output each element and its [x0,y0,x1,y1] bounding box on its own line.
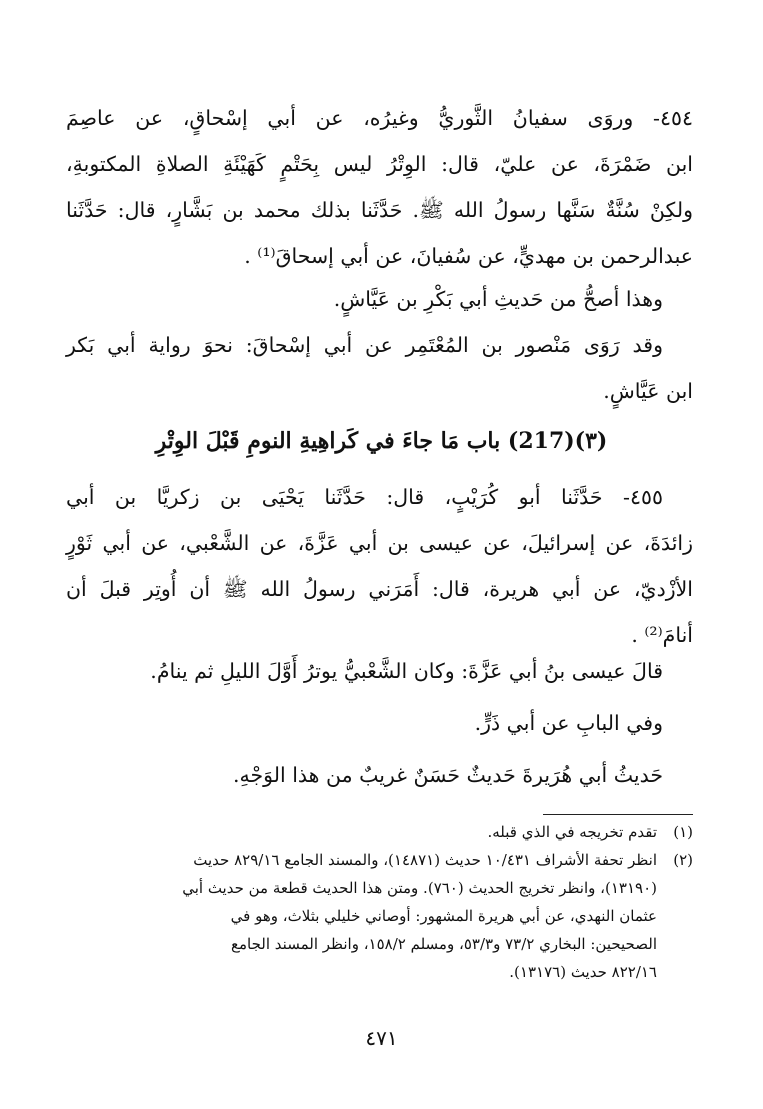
footnote-line: الصحيحين: البخاري ٧٣/٢ و٥٣/٣، ومسلم ١٥٨/٢، وانظر المسند الجامع [231,935,657,953]
paragraph-asahh [66,276,663,322]
text-line: ٤٥٤- وروَى سفيانُ الثَّوريُّ وغيرُه، عن أبي إسْحاقٍ، عن عاصِمَ [66,106,693,130]
paragraph-hadith-455 [66,474,693,658]
paragraph-mansur [66,322,693,414]
footnote-text [182,846,657,986]
chapter-heading: (٣)(217) باب مَا جاءَ في كَراهِيةِ النومِ قَبْلَ الوِتْرِ [155,428,608,454]
paragraph-hadith-454 [66,95,693,279]
text-line: الأزْديّ، عن أبي هريرة، قال: أَمَرَني رسولُ الله ﷺ أن أُوتِر قبلَ أن [66,577,693,601]
text-line: وهذا أصحُّ من حَديثِ أبي بَكْرِ بن عَيَّاشٍ. [333,287,663,311]
footnote-line: انظر تحفة الأشراف ١٠/٤٣١ حديث (١٤٨٧١)، والمسند الجامع ٨٢٩/١٦ حديث [193,851,657,869]
footnote-line: (١٣١٩٠)، وانظر تخريج الحديث (٧٦٠). ومتن هذا الحديث قطعة من حديث أبي [182,879,657,897]
footnote-number: (١) [673,823,693,841]
footnote [66,818,693,846]
footnote-line: تقدم تخريجه في الذي قبله. [487,823,657,841]
footnote-line: عثمان النهدي، عن أبي هريرة المشهور: أوصاني خليلي بثلاث، وهو في [230,907,657,925]
footnote-separator [543,814,693,815]
text-line: عبدالرحمن بن مهديٍّ، عن سُفيانَ، عن أبي إسحاقَ⁽¹⁾ . [244,244,693,268]
footnote [66,846,693,986]
paragraph-bab-note [66,700,663,746]
text-line: أنامَ⁽²⁾ . [631,623,693,647]
text-line: ابن ضَمْرَةَ، عن عليّ، قال: الوِتْرُ ليس بِحَتْمٍ كَهَيْئَةِ الصلاةِ المكتوبةِ، [66,152,693,176]
text-line: قالَ عيسى بنُ أبي عَزَّةَ: وكان الشَّعْبيُّ يوترُ أَوَّلَ الليلِ ثم ينامُ. [150,659,663,683]
footnote-text [487,818,657,846]
text-line: ٤٥٥- حَدَّثَنا أبو كُرَيْبٍ، قال: حَدَّثَنا يَحْيَى بن زكريَّا بن أبي [66,485,663,509]
footnotes [66,818,693,986]
footnote-number: (٢) [673,851,693,869]
paragraph-isa-comment [66,648,663,694]
page-number: ٤٧١ [365,1026,398,1050]
text-line: ابن عَيَّاشٍ. [603,379,693,403]
text-line: ولكِنْ سُنَّةٌ سَنَّها رسولُ الله ﷺ. حَدَّثَنا بذلك محمد بن بَشَّارٍ، قال: حَدَّثَنا [66,198,693,222]
paragraph-grading [66,752,663,798]
text-line: حَديثُ أبي هُرَيرةَ حَديثٌ حَسَنٌ غريبٌ من هذا الوَجْهِ. [232,763,663,787]
text-line: وفي البابِ عن أبي ذَرٍّ. [474,711,663,735]
footnote-line: ٨٢٢/١٦ حديث (١٣١٧٦). [509,963,657,981]
text-line: وقد رَوَى مَنْصور بن المُعْتَمِر عن أبي إسْحاقَ: نحوَ رواية أبي بَكر [66,333,663,357]
text-line: زائدَةَ، عن إسرائيلَ، عن عيسى بن أبي عَزَّةَ، عن الشَّعْبي، عن أبي ثَوْرٍ [66,531,693,555]
